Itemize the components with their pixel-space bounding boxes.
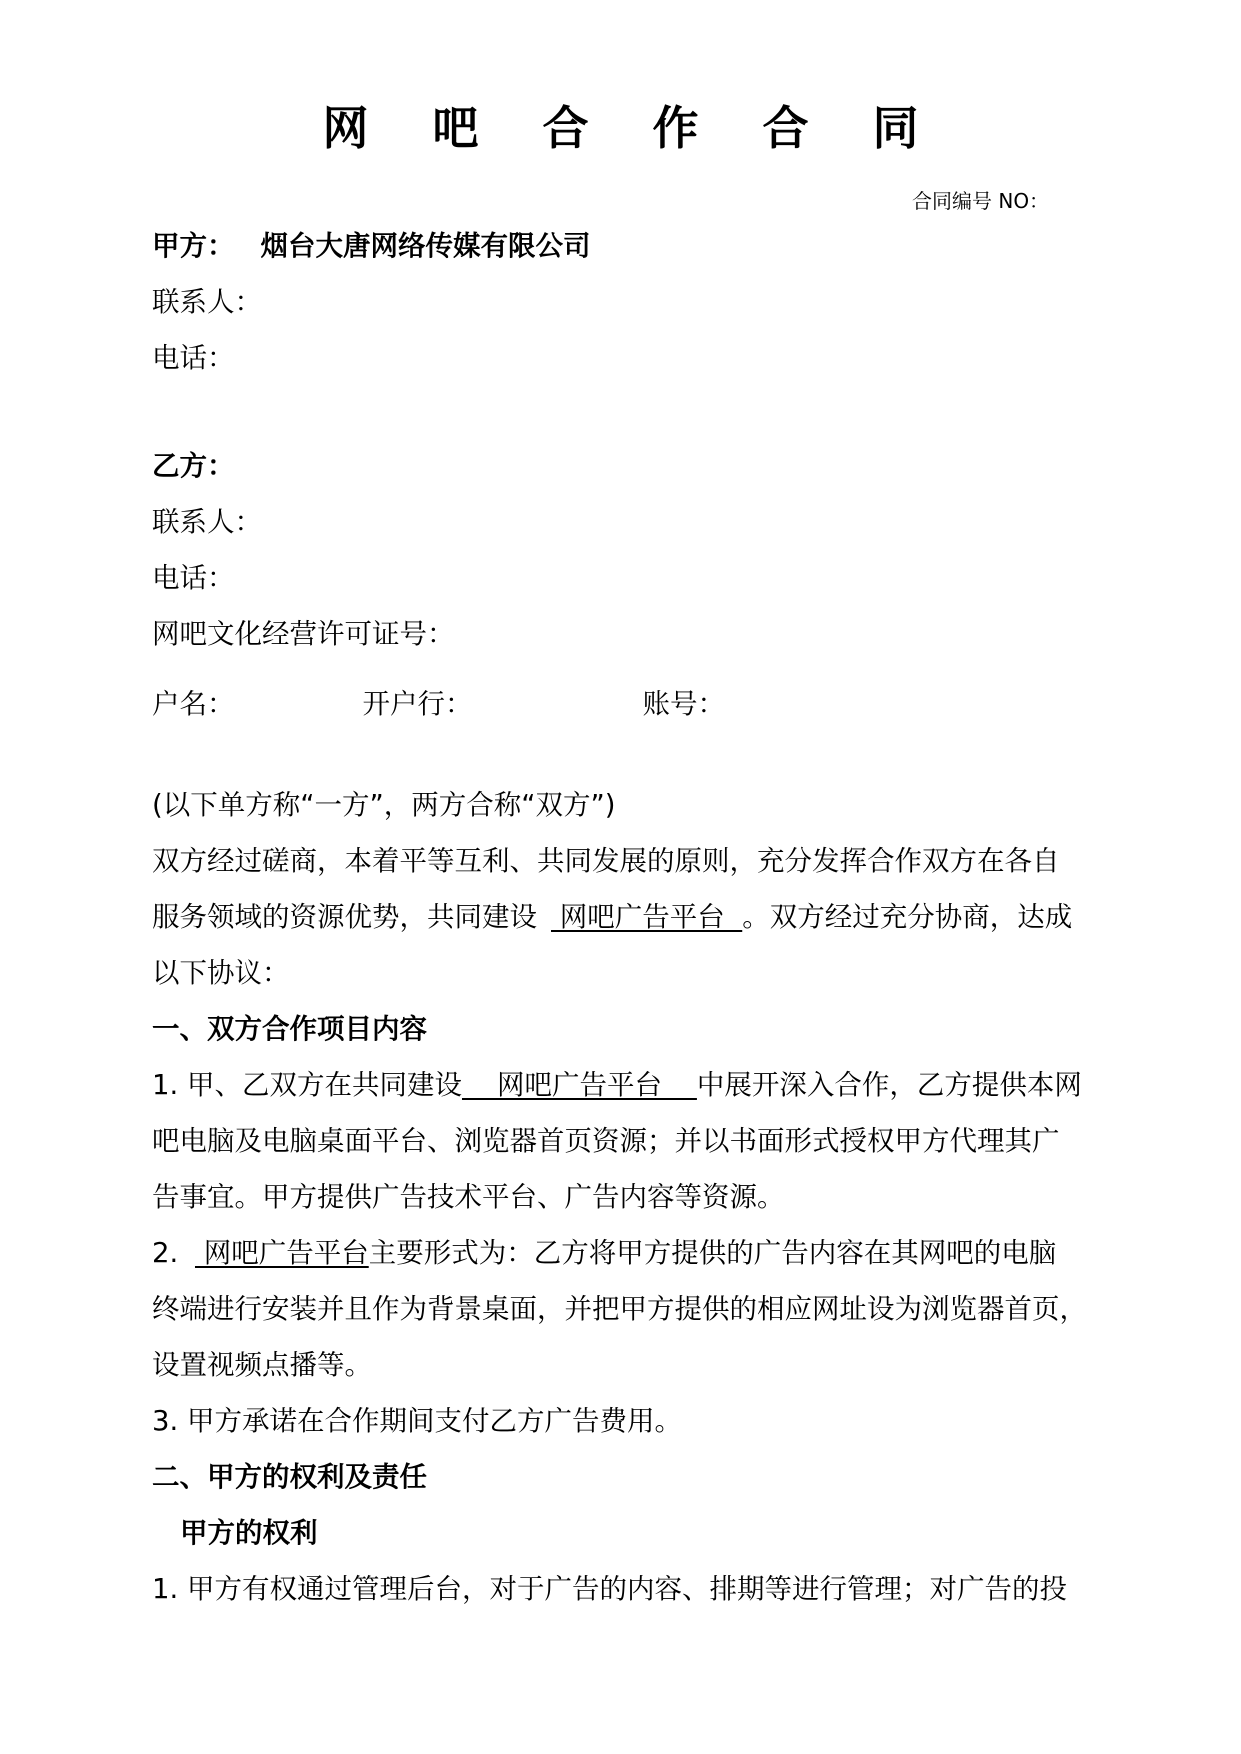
section-2-subheading: 甲方的权利 [180,1517,318,1549]
party-a-contact-label: 联系人： [152,286,262,318]
contract-number-label: 合同编号 NO： [912,189,1050,213]
document-title: 网 吧 合 作 合 同 [322,101,943,155]
party-a-line [152,226,591,266]
party-b-phone-label: 电话： [152,562,235,594]
party-a-phone-label: 电话： [152,342,235,374]
account-number-label: 账号： [642,688,725,720]
party-b-label: 乙方： [152,450,235,482]
section-1-item-1-line-3: 告事宜。甲方提供广告技术平台、广告内容等资源。 [152,1181,785,1213]
platform-name-underlined: 网吧广告平台 [551,901,743,933]
party-b-license-label: 网吧文化经营许可证号： [152,618,455,650]
party-a-label: 甲方： [152,230,235,262]
platform-name-underlined: 网吧广告平台 [194,1237,369,1269]
section-2-heading: 二、甲方的权利及责任 [152,1461,427,1493]
preamble-line-1: 双方经过磋商，本着平等互利、共同发展的原则，充分发挥合作双方在各自 [152,845,1060,877]
platform-name-underlined: 网吧广告平台 [461,1069,697,1101]
preamble-line-2: 服务领域的资源优势，共同建设 网吧广告平台 。双方经过充分协商，达成 [152,901,1073,933]
section-1-heading: 一、双方合作项目内容 [152,1013,427,1045]
section-1-item-2-line-1: 2. 网吧广告平台主要形式为：乙方将甲方提供的广告内容在其网吧的电脑 [152,1237,1057,1269]
party-b-account-line [152,684,725,724]
section-1-item-1-line-1: 1. 甲、乙双方在共同建设 网吧广告平台 中展开深入合作，乙方提供本网 [152,1069,1082,1101]
section-2-item-1: 1. 甲方有权通过管理后台，对于广告的内容、排期等进行管理；对广告的投 [152,1573,1067,1605]
preamble-line-3: 以下协议： [152,957,290,989]
party-b-contact-label: 联系人： [152,506,262,538]
preamble-note: (以下单方称“一方”，两方合称“双方”) [152,789,616,821]
account-name-label: 户名： [152,688,235,720]
section-1-item-3: 3. 甲方承诺在合作期间支付乙方广告费用。 [152,1405,682,1437]
bank-label: 开户行： [362,688,473,720]
party-a-name: 烟台大唐网络传媒有限公司 [260,230,591,262]
section-1-item-2-line-3: 设置视频点播等。 [152,1349,372,1381]
section-1-item-1-line-2: 吧电脑及电脑桌面平台、浏览器首页资源；并以书面形式授权甲方代理其广 [152,1125,1060,1157]
section-1-item-2-line-2: 终端进行安装并且作为背景桌面，并把甲方提供的相应网址设为浏览器首页， [152,1293,1087,1325]
